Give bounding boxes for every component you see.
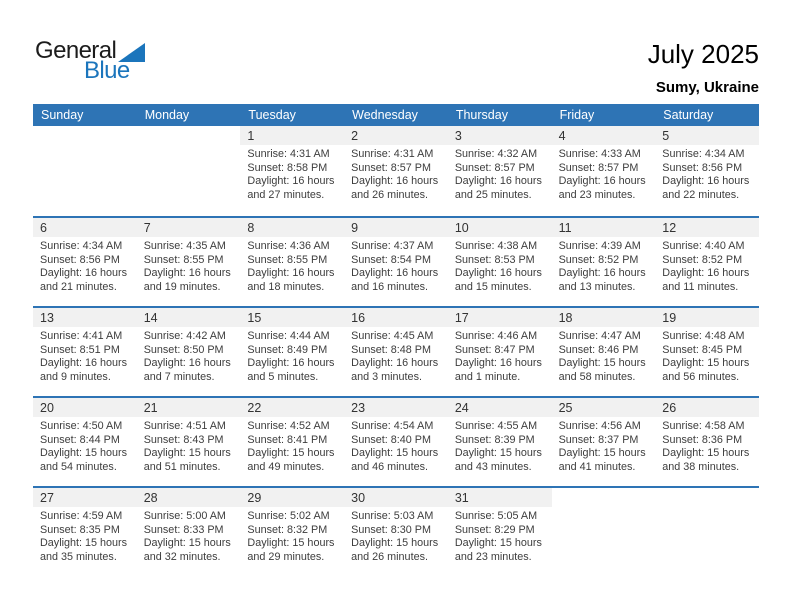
day-info: [448, 145, 552, 202]
day-number-band: [344, 126, 448, 145]
daylight-text-line2: and 5 minutes.: [247, 370, 319, 383]
sunset-text: Sunset: 8:56 PM: [662, 161, 743, 174]
sunset-text: Sunset: 8:37 PM: [558, 433, 639, 446]
logo-text-blue: Blue: [84, 57, 130, 84]
sunrise-text: Sunrise: 4:33 AM: [558, 148, 641, 160]
day-info: [448, 327, 552, 384]
week-row: [33, 396, 759, 486]
day-number-band: [33, 488, 137, 507]
day-cell: [240, 218, 344, 306]
day-cell: [33, 218, 137, 306]
page-title: July 2025: [647, 39, 759, 69]
sunrise-text: Sunrise: 5:00 AM: [143, 510, 226, 522]
day-number: 13: [40, 310, 54, 325]
day-cell: [655, 126, 759, 216]
day-number-band: [33, 398, 137, 417]
day-number-band: [137, 398, 241, 417]
day-number-band: [240, 398, 344, 417]
sunset-text: Sunset: 8:51 PM: [40, 343, 120, 356]
day-cell: [448, 398, 552, 486]
calendar-grid: [33, 126, 759, 576]
day-number-band: [33, 218, 137, 237]
daylight-text-line1: Daylight: 16 hours: [351, 267, 439, 280]
daylight-text-line1: Daylight: 16 hours: [143, 357, 231, 370]
daylight-text-line1: Daylight: 16 hours: [143, 267, 231, 280]
weekday-header-row: [33, 104, 759, 126]
daylight-text-line1: Daylight: 15 hours: [558, 357, 646, 370]
daylight-text-line2: and 16 minutes.: [351, 280, 428, 293]
day-number-band: [137, 308, 241, 327]
sunset-text: Sunset: 8:48 PM: [351, 343, 431, 356]
daylight-text-line2: and 54 minutes.: [40, 460, 117, 473]
sunrise-text: Sunrise: 4:39 AM: [558, 240, 641, 252]
sunset-text: Sunset: 8:33 PM: [143, 523, 224, 536]
day-info: [655, 507, 759, 510]
daylight-text-line1: Daylight: 15 hours: [662, 357, 750, 370]
day-number: 20: [40, 400, 54, 415]
day-number-band: [240, 488, 344, 507]
day-info: [655, 237, 759, 294]
day-number-band: [240, 308, 344, 327]
day-info: [240, 507, 344, 564]
daylight-text-line1: Daylight: 16 hours: [558, 175, 646, 188]
daylight-text-line1: Daylight: 15 hours: [558, 447, 646, 460]
sunrise-text: Sunrise: 4:55 AM: [454, 420, 538, 432]
daylight-text-line1: Daylight: 15 hours: [143, 447, 231, 460]
day-number: 27: [40, 490, 54, 505]
day-cell: [655, 218, 759, 306]
day-number: 21: [143, 400, 158, 415]
day-number: 25: [558, 400, 573, 415]
week-row: [33, 216, 759, 306]
day-info: [448, 507, 552, 564]
sunrise-text: Sunrise: 4:31 AM: [247, 148, 330, 160]
day-cell: [137, 308, 241, 396]
sunset-text: Sunset: 8:54 PM: [351, 253, 431, 266]
sunset-text: Sunset: 8:32 PM: [247, 523, 328, 536]
sunrise-text: Sunrise: 4:35 AM: [143, 240, 226, 252]
sunset-text: Sunset: 8:52 PM: [662, 253, 743, 266]
daylight-text-line2: and 7 minutes.: [143, 370, 215, 383]
page-location: Sumy, Ukraine: [655, 79, 759, 96]
day-info: [655, 145, 759, 202]
sunrise-text: Sunrise: 4:58 AM: [662, 420, 745, 432]
sunrise-text: Sunrise: 4:51 AM: [143, 420, 226, 432]
sunrise-text: Sunrise: 4:41 AM: [40, 330, 123, 342]
sunset-text: Sunset: 8:57 PM: [454, 161, 535, 174]
daylight-text-line2: and 58 minutes.: [558, 370, 636, 383]
weekday-header: Tuesday: [248, 108, 296, 122]
daylight-text-line2: and 43 minutes.: [454, 460, 532, 473]
day-cell: [137, 218, 241, 306]
day-info: [552, 507, 656, 510]
weekday-header: Wednesday: [352, 108, 418, 122]
sunrise-text: Sunrise: 5:03 AM: [351, 510, 434, 522]
day-info: [137, 417, 241, 474]
day-number-band: [33, 308, 137, 327]
day-cell: [552, 398, 656, 486]
day-cell: [344, 308, 448, 396]
daylight-text-line2: and 32 minutes.: [143, 550, 221, 563]
day-number: 7: [143, 220, 151, 235]
day-info: [655, 327, 759, 384]
day-number-band: [240, 218, 344, 237]
sunset-text: Sunset: 8:55 PM: [247, 253, 328, 266]
daylight-text-line2: and 26 minutes.: [351, 188, 428, 201]
sunset-text: Sunset: 8:57 PM: [351, 161, 431, 174]
day-cell: [240, 488, 344, 576]
day-number: 3: [454, 128, 462, 143]
sunset-text: Sunset: 8:45 PM: [662, 343, 743, 356]
day-cell: [344, 218, 448, 306]
sunrise-text: Sunrise: 4:48 AM: [662, 330, 745, 342]
week-row: [33, 486, 759, 576]
daylight-text-line2: and 22 minutes.: [662, 188, 740, 201]
day-cell: [448, 218, 552, 306]
day-number: 6: [40, 220, 47, 235]
day-number-band: [344, 488, 448, 507]
sunrise-text: Sunrise: 4:45 AM: [351, 330, 434, 342]
daylight-text-line1: Daylight: 15 hours: [247, 447, 335, 460]
daylight-text-line1: Daylight: 16 hours: [454, 357, 542, 370]
day-cell: [240, 126, 344, 216]
daylight-text-line2: and 29 minutes.: [247, 550, 325, 563]
sunrise-text: Sunrise: 4:36 AM: [247, 240, 330, 252]
sunset-text: Sunset: 8:39 PM: [454, 433, 535, 446]
logo-text-general: General: [35, 37, 117, 64]
daylight-text-line2: and 27 minutes.: [247, 188, 325, 201]
daylight-text-line1: Daylight: 16 hours: [351, 175, 439, 188]
day-number-band: [552, 308, 656, 327]
weekday-header: Thursday: [455, 108, 508, 122]
calendar-table: [33, 104, 759, 576]
weekday-header: Monday: [144, 108, 190, 122]
day-info: [552, 327, 656, 384]
day-number-band: [137, 488, 241, 507]
day-number: 2: [351, 128, 359, 143]
day-cell: [448, 308, 552, 396]
day-info: [344, 507, 448, 564]
sunrise-text: Sunrise: 4:50 AM: [40, 420, 123, 432]
daylight-text-line1: Daylight: 16 hours: [454, 175, 542, 188]
daylight-text-line1: Daylight: 16 hours: [662, 267, 750, 280]
day-cell: [33, 398, 137, 486]
day-number-band: [137, 218, 241, 237]
daylight-text-line1: Daylight: 15 hours: [247, 537, 335, 550]
day-cell: [240, 308, 344, 396]
day-info: [33, 237, 137, 294]
daylight-text-line1: Daylight: 15 hours: [454, 537, 542, 550]
day-number-band: [552, 488, 656, 507]
sunset-text: Sunset: 8:55 PM: [143, 253, 224, 266]
day-number: 24: [454, 400, 469, 415]
sunrise-text: Sunrise: 4:34 AM: [40, 240, 123, 252]
daylight-text-line1: Daylight: 15 hours: [351, 447, 439, 460]
sunrise-text: Sunrise: 4:52 AM: [247, 420, 330, 432]
day-info: [344, 327, 448, 384]
sunrise-text: Sunrise: 4:31 AM: [351, 148, 434, 160]
daylight-text-line1: Daylight: 16 hours: [40, 357, 128, 370]
daylight-text-line2: and 26 minutes.: [351, 550, 428, 563]
sunrise-text: Sunrise: 5:05 AM: [454, 510, 538, 522]
week-row: [33, 126, 759, 216]
sunset-text: Sunset: 8:50 PM: [143, 343, 224, 356]
daylight-text-line2: and 18 minutes.: [247, 280, 325, 293]
sunset-text: Sunset: 8:30 PM: [351, 523, 431, 536]
day-cell: [655, 398, 759, 486]
day-number: 30: [351, 490, 366, 505]
day-info: [240, 145, 344, 202]
sunrise-text: Sunrise: 4:44 AM: [247, 330, 330, 342]
day-number-band: [344, 308, 448, 327]
day-number: 26: [662, 400, 677, 415]
day-cell: [344, 126, 448, 216]
day-info: [33, 417, 137, 474]
day-cell: [33, 488, 137, 576]
sunrise-text: Sunrise: 4:54 AM: [351, 420, 434, 432]
daylight-text-line2: and 3 minutes.: [351, 370, 422, 383]
day-cell: [448, 126, 552, 216]
day-cell: [552, 218, 656, 306]
general-blue-logo: [35, 37, 145, 85]
day-number: 18: [558, 310, 573, 325]
sunrise-text: Sunrise: 4:37 AM: [351, 240, 434, 252]
daylight-text-line2: and 35 minutes.: [40, 550, 117, 563]
daylight-text-line1: Daylight: 16 hours: [40, 267, 128, 280]
weekday-header: Friday: [559, 108, 595, 122]
day-number: 19: [662, 310, 677, 325]
daylight-text-line2: and 41 minutes.: [558, 460, 636, 473]
day-number-band: [448, 488, 552, 507]
sunrise-text: Sunrise: 4:56 AM: [558, 420, 641, 432]
day-number: 23: [351, 400, 366, 415]
day-info: [137, 507, 241, 564]
day-number: 4: [558, 128, 566, 143]
day-number: 12: [662, 220, 677, 235]
day-cell: [552, 126, 656, 216]
day-info: [448, 417, 552, 474]
day-number: 31: [454, 490, 469, 505]
sunset-text: Sunset: 8:43 PM: [143, 433, 224, 446]
sunset-text: Sunset: 8:36 PM: [662, 433, 743, 446]
day-info: [240, 327, 344, 384]
sunset-text: Sunset: 8:35 PM: [40, 523, 120, 536]
day-number: 11: [558, 220, 572, 235]
day-number-band: [655, 126, 759, 145]
sunset-text: Sunset: 8:46 PM: [558, 343, 639, 356]
sunrise-text: Sunrise: 4:59 AM: [40, 510, 123, 522]
weekday-header: Saturday: [663, 108, 714, 122]
daylight-text-line1: Daylight: 15 hours: [662, 447, 750, 460]
day-info: [344, 417, 448, 474]
sunset-text: Sunset: 8:29 PM: [454, 523, 535, 536]
day-cell: [344, 398, 448, 486]
day-number: 15: [247, 310, 262, 325]
daylight-text-line2: and 21 minutes.: [40, 280, 117, 293]
day-cell: [552, 488, 656, 576]
sunset-text: Sunset: 8:41 PM: [247, 433, 328, 446]
sunset-text: Sunset: 8:49 PM: [247, 343, 328, 356]
daylight-text-line1: Daylight: 15 hours: [40, 447, 128, 460]
daylight-text-line1: Daylight: 16 hours: [662, 175, 750, 188]
daylight-text-line2: and 23 minutes.: [454, 550, 532, 563]
day-number-band: [552, 126, 656, 145]
daylight-text-line2: and 56 minutes.: [662, 370, 740, 383]
daylight-text-line1: Daylight: 16 hours: [351, 357, 439, 370]
daylight-text-line2: and 9 minutes.: [40, 370, 111, 383]
daylight-text-line2: and 13 minutes.: [558, 280, 636, 293]
day-info: [448, 237, 552, 294]
day-cell: [448, 488, 552, 576]
daylight-text-line1: Daylight: 15 hours: [40, 537, 128, 550]
daylight-text-line2: and 11 minutes.: [662, 280, 739, 293]
day-number-band: [655, 398, 759, 417]
daylight-text-line2: and 25 minutes.: [454, 188, 532, 201]
sunset-text: Sunset: 8:40 PM: [351, 433, 431, 446]
daylight-text-line1: Daylight: 16 hours: [247, 175, 335, 188]
day-number-band: [448, 218, 552, 237]
sunrise-text: Sunrise: 4:38 AM: [454, 240, 538, 252]
day-cell: [240, 398, 344, 486]
day-number-band: [240, 126, 344, 145]
day-number: 5: [662, 128, 670, 143]
day-cell: [137, 398, 241, 486]
day-info: [33, 327, 137, 384]
day-info: [33, 145, 137, 148]
day-cell: [33, 126, 137, 216]
day-number: 29: [247, 490, 262, 505]
day-number-band: [655, 488, 759, 507]
day-number-band: [655, 308, 759, 327]
sunrise-text: Sunrise: 4:46 AM: [454, 330, 538, 342]
sunrise-text: Sunrise: 4:40 AM: [662, 240, 745, 252]
day-info: [552, 145, 656, 202]
daylight-text-line2: and 38 minutes.: [662, 460, 740, 473]
day-number-band: [137, 126, 241, 145]
daylight-text-line2: and 51 minutes.: [143, 460, 221, 473]
day-number-band: [448, 398, 552, 417]
week-row: [33, 306, 759, 396]
sunrise-text: Sunrise: 4:47 AM: [558, 330, 641, 342]
day-number: 16: [351, 310, 366, 325]
day-info: [240, 237, 344, 294]
day-number-band: [552, 218, 656, 237]
sunset-text: Sunset: 8:58 PM: [247, 161, 328, 174]
day-number: 28: [143, 490, 158, 505]
day-info: [137, 145, 241, 148]
day-cell: [655, 488, 759, 576]
day-number: 9: [351, 220, 359, 235]
daylight-text-line1: Daylight: 16 hours: [247, 267, 335, 280]
day-number: 1: [247, 128, 255, 143]
day-number-band: [344, 218, 448, 237]
day-info: [137, 327, 241, 384]
day-number: 17: [454, 310, 469, 325]
day-number: 8: [247, 220, 255, 235]
day-cell: [137, 488, 241, 576]
daylight-text-line2: and 23 minutes.: [558, 188, 636, 201]
day-info: [240, 417, 344, 474]
daylight-text-line2: and 49 minutes.: [247, 460, 325, 473]
day-info: [552, 417, 656, 474]
day-number-band: [552, 398, 656, 417]
day-cell: [344, 488, 448, 576]
weekday-header: Sunday: [41, 108, 84, 122]
sunset-text: Sunset: 8:44 PM: [40, 433, 120, 446]
daylight-text-line1: Daylight: 16 hours: [247, 357, 335, 370]
day-number-band: [33, 126, 137, 145]
day-cell: [137, 126, 241, 216]
sunrise-text: Sunrise: 5:02 AM: [247, 510, 330, 522]
sunset-text: Sunset: 8:47 PM: [454, 343, 535, 356]
day-info: [552, 237, 656, 294]
day-info: [33, 507, 137, 564]
daylight-text-line1: Daylight: 15 hours: [351, 537, 439, 550]
sunrise-text: Sunrise: 4:34 AM: [662, 148, 745, 160]
daylight-text-line1: Daylight: 15 hours: [454, 447, 542, 460]
sunrise-text: Sunrise: 4:32 AM: [454, 148, 538, 160]
sunrise-text: Sunrise: 4:42 AM: [143, 330, 226, 342]
day-number-band: [344, 398, 448, 417]
day-number-band: [448, 308, 552, 327]
daylight-text-line1: Daylight: 16 hours: [454, 267, 542, 280]
day-info: [655, 417, 759, 474]
sunset-text: Sunset: 8:53 PM: [454, 253, 535, 266]
day-number: 14: [143, 310, 158, 325]
daylight-text-line1: Daylight: 16 hours: [558, 267, 646, 280]
day-number: 22: [247, 400, 262, 415]
day-info: [344, 237, 448, 294]
day-number-band: [655, 218, 759, 237]
day-cell: [655, 308, 759, 396]
day-cell: [552, 308, 656, 396]
daylight-text-line2: and 19 minutes.: [143, 280, 221, 293]
day-cell: [33, 308, 137, 396]
day-info: [344, 145, 448, 202]
day-number-band: [448, 126, 552, 145]
daylight-text-line1: Daylight: 15 hours: [143, 537, 231, 550]
day-info: [137, 237, 241, 294]
day-number: 10: [454, 220, 469, 235]
daylight-text-line2: and 1 minute.: [454, 370, 521, 383]
daylight-text-line2: and 46 minutes.: [351, 460, 428, 473]
sunset-text: Sunset: 8:57 PM: [558, 161, 639, 174]
sunset-text: Sunset: 8:52 PM: [558, 253, 639, 266]
sunset-text: Sunset: 8:56 PM: [40, 253, 120, 266]
daylight-text-line2: and 15 minutes.: [454, 280, 532, 293]
